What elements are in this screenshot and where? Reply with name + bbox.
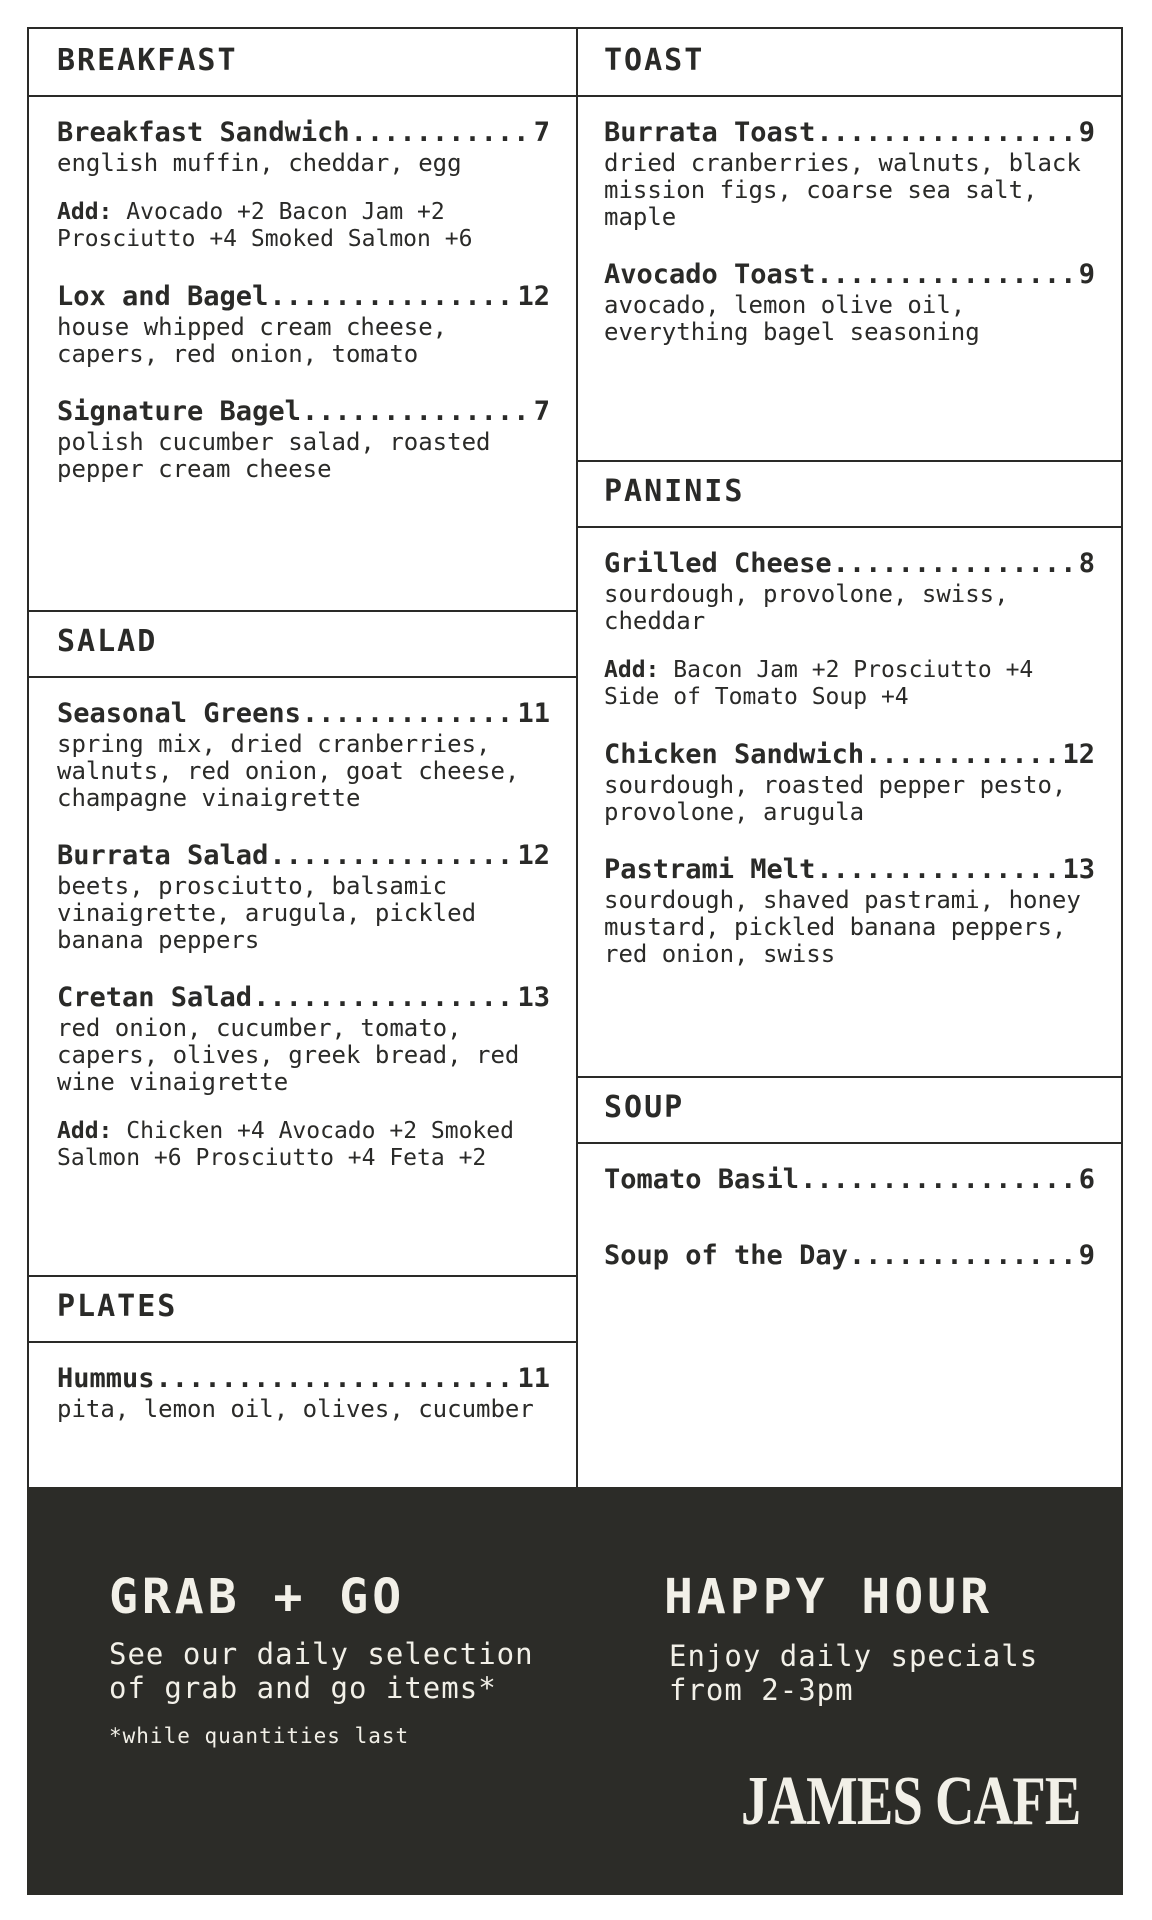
item-price: 6 [1078,1164,1095,1195]
item-name: Tomato Basil [604,1164,800,1195]
toast-section [576,29,1121,462]
item-description: polish cucumber salad, roasted pepper cream cheese [57,428,491,483]
item-name: Seasonal Greens [57,698,301,729]
item-price: 7 [533,396,550,427]
addons [57,199,550,253]
item-price: 9 [1078,259,1095,290]
item-description: spring mix, dried cranberries, walnuts, red onion, goat cheese, champagne vinaigrette [57,730,520,812]
salad-section [29,610,576,1277]
section-title: BREAKFAST [29,29,576,97]
paninis-section [576,460,1121,1078]
item-description: sourdough, shaved pastrami, honey mustard, pickled banana peppers, red onion, swiss [604,886,1081,968]
item-name: Signature Bagel [57,396,301,427]
item-description: pita, lemon oil, olives, cucumber [57,1395,534,1423]
grab-go-line: See our daily selection [109,1637,534,1671]
item-name: Cretan Salad [57,982,253,1013]
menu-item [604,1164,1095,1195]
addons-label: Add: [604,657,660,683]
item-name: Avocado Toast [604,259,816,290]
item-name: Grilled Cheese [604,548,832,579]
addons-label: Add: [57,199,113,225]
item-price: 13 [517,982,550,1013]
item-description: english muffin, cheddar, egg [57,149,462,177]
item-name: Pastrami Melt [604,854,816,885]
item-name: Breakfast Sandwich [57,117,350,148]
happy-hour-line: Enjoy daily specials [669,1639,1039,1673]
addons-text: Avocado +2 Bacon Jam +2 Prosciutto +4 Smoked Salmon +6 [57,199,473,252]
item-description: beets, prosciutto, balsamic vinaigrette, arugula, pickled banana peppers [57,872,477,954]
grab-go-note: *while quantities last [109,1724,410,1748]
item-price: 9 [1078,1240,1095,1271]
menu-item [57,281,550,368]
item-description: house whipped cream cheese, capers, red onion, tomato [57,313,448,368]
addons-label: Add: [57,1118,113,1144]
happy-hour-line: from 2-3pm [669,1673,854,1707]
menu-item [57,1363,550,1423]
item-price: 11 [517,698,550,729]
item-price: 12 [517,840,550,871]
item-price: 8 [1078,548,1095,579]
section-title: SOUP [576,1076,1121,1144]
item-price: 9 [1078,117,1095,148]
menu-item [57,396,550,483]
section-title: TOAST [576,29,1121,97]
item-name: Soup of the Day [604,1240,848,1271]
item-name: Lox and Bagel [57,281,269,312]
menu-item [604,739,1095,826]
menu-item [604,259,1095,346]
menu-item [604,854,1095,968]
section-title: SALAD [29,610,576,678]
item-name: Burrata Toast [604,117,816,148]
happy-hour-text [669,1639,1038,1707]
section-title: PLATES [29,1275,576,1343]
section-title: PANINIS [576,460,1121,528]
menu-item [57,840,550,954]
grab-go-title: GRAB + GO [109,1569,406,1625]
plates-section [29,1275,576,1487]
item-name: Burrata Salad [57,840,269,871]
menu-item [57,117,550,177]
grab-go-line: of grab and go items* [109,1671,497,1705]
item-description: avocado, lemon olive oil, everything bagel seasoning [604,291,980,346]
item-description: dried cranberries, walnuts, black mission figs, coarse sea salt, maple [604,149,1081,231]
breakfast-section [29,29,576,612]
grab-go-text [109,1637,534,1705]
addons [604,657,1095,711]
item-description: red onion, cucumber, tomato, capers, olives, greek bread, red wine vinaigrette [57,1014,520,1096]
item-description: sourdough, provolone, swiss, cheddar [604,580,1009,635]
soup-section [576,1076,1121,1487]
item-name: Hummus [57,1363,155,1394]
menu-item [604,117,1095,231]
menu-item [604,548,1095,635]
addons-text: Chicken +4 Avocado +2 Smoked Salmon +6 Prosciutto +4 Feta +2 [57,1118,514,1171]
item-price: 11 [517,1363,550,1394]
menu-item [57,982,550,1096]
item-price: 13 [1062,854,1095,885]
menu-item [604,1240,1095,1271]
addons-text: Bacon Jam +2 Prosciutto +4 Side of Tomato Soup +4 [604,657,1034,710]
addons [57,1118,550,1172]
menu-grid [27,27,1123,1489]
james-cafe-logo: JAMES CAFE [741,1763,1081,1840]
item-price: 12 [1062,739,1095,770]
right-column [576,29,1121,1487]
left-column [29,29,578,1487]
happy-hour-title: HAPPY HOUR [664,1569,993,1625]
item-description: sourdough, roasted pepper pesto, provolone, arugula [604,771,1067,826]
item-name: Chicken Sandwich [604,739,865,770]
item-price: 7 [533,117,550,148]
menu-item [57,698,550,812]
item-price: 12 [517,281,550,312]
footer-banner [27,1487,1123,1895]
